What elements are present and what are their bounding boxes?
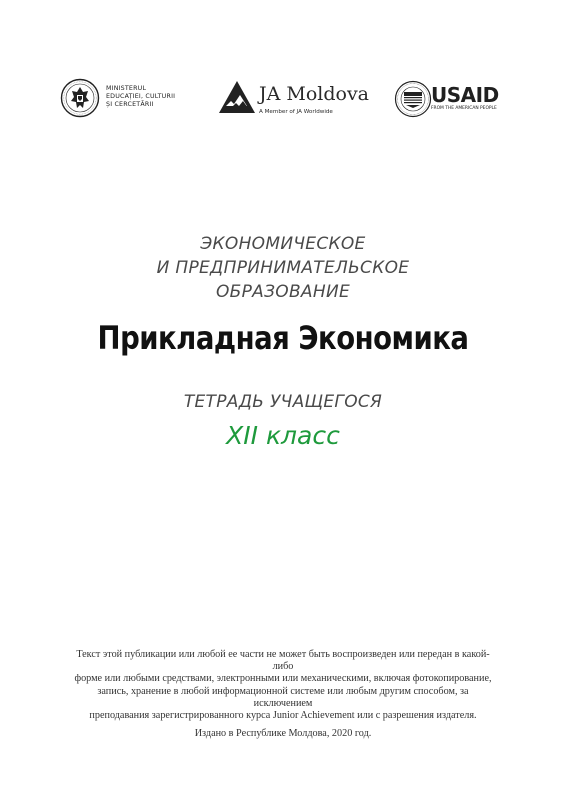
subject-line-1: ЭКОНОМИЧЕСКОЕ (200, 234, 366, 254)
ministry-seal-icon (60, 78, 100, 118)
subject-line-2: И ПРЕДПРИНИМАТЕЛЬСКОЕ (156, 258, 410, 278)
notice-line-1: Текст этой публикации или любой ее части не может быть воспроизведен или передан в какой-либо (76, 649, 490, 673)
ministry-logo (60, 78, 180, 122)
usaid-logo (394, 80, 514, 120)
usaid-name: USAID (431, 83, 499, 107)
usaid-seal-icon (394, 80, 432, 118)
ministry-line-3: ȘI CERCETĂRII (106, 101, 154, 108)
grade-label: XII класс (226, 421, 340, 450)
notice-line-3: запись, хранение в любой информационной системе или любым другим способом, за исключением (97, 685, 469, 709)
notice-line-2: форме или любыми средствами, электронными или механическими, включая фотокопирование, (74, 673, 492, 685)
ministry-name (106, 85, 175, 109)
ja-moldova-logo (218, 80, 368, 120)
usaid-subtitle: FROM THE AMERICAN PEOPLE (431, 106, 497, 111)
ja-subtitle: A Member of JA Worldwide (259, 109, 333, 115)
subject-line-3: ОБРАЗОВАНИЕ (215, 282, 351, 302)
logo-bar (0, 0, 566, 140)
ja-name: JA Moldova (259, 83, 370, 105)
subject-heading (0, 232, 566, 304)
notice-line-4: преподавания зарегистрированного курса Junior Achievement или с разрешения издателя. (89, 710, 477, 722)
ministry-line-1: MINISTERUL (106, 85, 147, 92)
book-title: Прикладная Экономика (97, 319, 469, 357)
workbook-label: ТЕТРАДЬ УЧАЩЕГОСЯ (183, 392, 383, 412)
publication-info: Издано в Республике Молдова, 2020 год. (194, 728, 372, 739)
ministry-line-2: EDUCAȚIEI, CULTURII (106, 93, 176, 100)
ja-mountain-icon (218, 80, 256, 114)
copyright-notice (68, 649, 498, 722)
